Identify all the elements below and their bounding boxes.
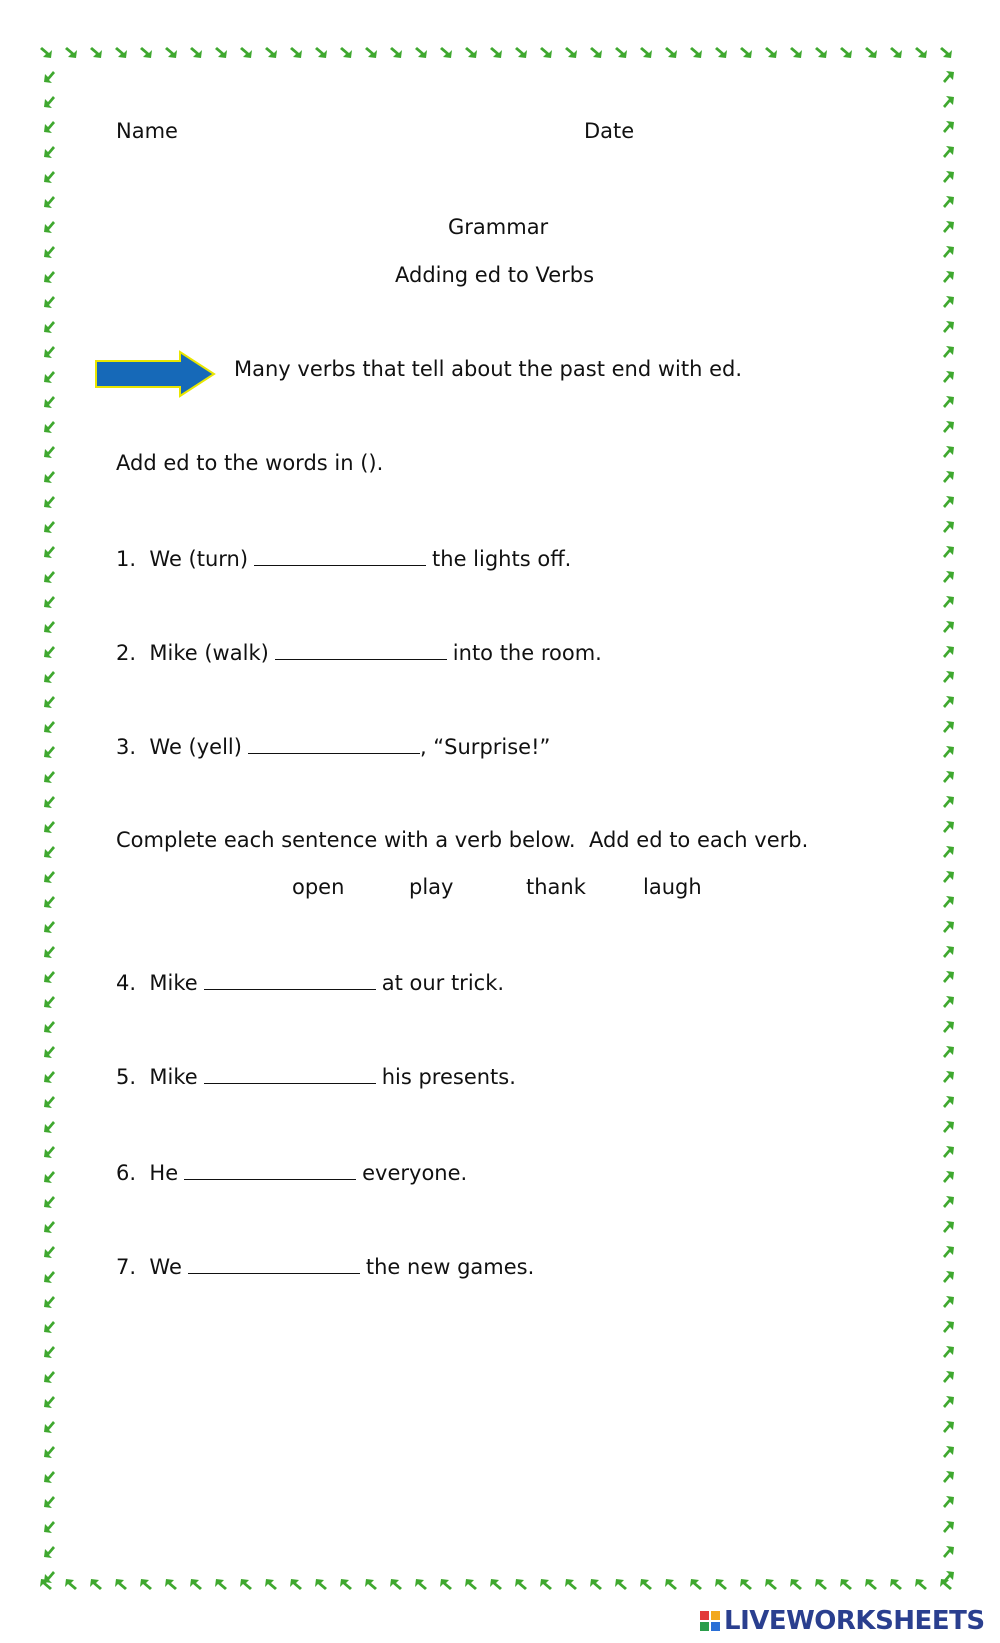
exercise-item-3: [116, 735, 550, 758]
border-vine-mark: [565, 1579, 577, 1590]
border-vine-mark: [65, 1579, 77, 1590]
border-vine-mark: [943, 1396, 954, 1408]
border-vine-mark: [943, 446, 954, 458]
border-vine-mark: [943, 1321, 954, 1333]
border-vine-mark: [590, 1579, 602, 1590]
item-rest: the lights off.: [432, 547, 572, 571]
border-vine-mark: [340, 1579, 352, 1590]
border-vine-mark: [365, 47, 377, 58]
border-vine-mark: [140, 1579, 152, 1590]
item-number: 6.: [116, 1161, 137, 1185]
border-vine-mark: [943, 96, 954, 108]
border-vine-mark: [90, 1579, 102, 1590]
border-vine-mark: [943, 771, 954, 783]
border-vine-mark: [44, 296, 55, 308]
part1-instruction: Add ed to the words in ().: [116, 451, 384, 475]
border-vine-mark: [490, 1579, 502, 1590]
item-prompt: He: [149, 1161, 179, 1185]
border-vine-mark: [44, 896, 55, 908]
border-vine-mark: [44, 496, 55, 508]
border-vine-mark: [44, 871, 55, 883]
border-vine-mark: [943, 571, 954, 583]
border-vine-mark: [290, 1579, 302, 1590]
border-vine-mark: [440, 1579, 452, 1590]
border-vine-mark: [540, 47, 552, 58]
border-vine-mark: [465, 47, 477, 58]
border-vine-mark: [690, 1579, 702, 1590]
exercise-item-6: [116, 1161, 467, 1184]
word-bank-open: open: [292, 875, 345, 899]
border-vine-mark: [943, 821, 954, 833]
border-vine-mark: [943, 71, 954, 83]
border-vine-mark: [943, 1221, 954, 1233]
exercise-item-2: [116, 641, 602, 664]
border-vine-mark: [44, 346, 55, 358]
border-vine-mark: [790, 47, 802, 58]
border-vine-mark: [65, 47, 77, 58]
border-vine-mark: [740, 47, 752, 58]
border-vine-mark: [44, 1196, 55, 1208]
border-vine-mark: [840, 1579, 852, 1590]
exercise-item-7: [116, 1255, 534, 1278]
border-vine-mark: [165, 47, 177, 58]
border-vine-mark: [390, 1579, 402, 1590]
border-vine-mark: [44, 371, 55, 383]
border-vine-mark: [943, 546, 954, 558]
border-vine-mark: [943, 1371, 954, 1383]
border-vine-mark: [44, 246, 55, 258]
brand-name: LIVEWORKSHEETS: [724, 1606, 985, 1636]
border-vine-mark: [215, 1579, 227, 1590]
border-vine-mark: [943, 1346, 954, 1358]
item-rest: , “Surprise!”: [419, 735, 551, 759]
border-vine-mark: [44, 1446, 55, 1458]
border-vine-mark: [943, 596, 954, 608]
border-vine-mark: [44, 971, 55, 983]
border-vine-mark: [943, 746, 954, 758]
border-vine-mark: [115, 47, 127, 58]
border-vine-mark: [44, 696, 55, 708]
liveworksheets-logo-icon: [700, 1611, 720, 1631]
border-vine-mark: [690, 47, 702, 58]
border-vine-mark: [44, 271, 55, 283]
border-vine-mark: [44, 996, 55, 1008]
border-vine-mark: [265, 47, 277, 58]
border-vine-mark: [865, 47, 877, 58]
border-vine-mark: [44, 1171, 55, 1183]
border-vine-mark: [943, 996, 954, 1008]
border-vine-mark: [943, 1121, 954, 1133]
border-vine-mark: [840, 47, 852, 58]
date-label: Date: [584, 119, 635, 143]
item-number: 3.: [116, 735, 137, 759]
border-vine-mark: [44, 1396, 55, 1408]
border-vine-mark: [165, 1579, 177, 1590]
border-vine-mark: [340, 47, 352, 58]
border-vine-mark: [943, 196, 954, 208]
border-vine-mark: [44, 771, 55, 783]
worksheet-subject: Grammar: [448, 215, 549, 239]
border-vine-mark: [44, 71, 55, 83]
item-number: 1.: [116, 547, 137, 571]
border-vine-mark: [815, 1579, 827, 1590]
border-vine-mark: [943, 1196, 954, 1208]
border-vine-mark: [44, 96, 55, 108]
border-vine-mark: [44, 1421, 55, 1433]
border-vine-mark: [943, 1546, 954, 1558]
border-vine-mark: [44, 746, 55, 758]
border-vine-mark: [44, 1546, 55, 1558]
border-vine-mark: [240, 47, 252, 58]
border-vine-mark: [943, 1496, 954, 1508]
item-rest: into the room.: [452, 641, 602, 665]
border-vine-mark: [943, 371, 954, 383]
border-vine-mark: [44, 1021, 55, 1033]
border-vine-mark: [44, 721, 55, 733]
border-vine-mark: [943, 271, 954, 283]
border-vine-mark: [44, 421, 55, 433]
border-vine-mark: [44, 1246, 55, 1258]
border-vine-mark: [890, 1579, 902, 1590]
answer-blank[interactable]: [204, 971, 376, 990]
border-vine-mark: [943, 471, 954, 483]
border-vine-mark: [943, 296, 954, 308]
border-vine-mark: [865, 1579, 877, 1590]
rule-text: Many verbs that tell about the past end with ed.: [234, 357, 742, 381]
item-prompt: Mike: [149, 1065, 198, 1089]
border-vine-mark: [665, 1579, 677, 1590]
border-vine-mark: [715, 47, 727, 58]
border-vine-mark: [943, 1171, 954, 1183]
border-vine-mark: [943, 1096, 954, 1108]
border-vine-mark: [943, 246, 954, 258]
item-prompt: We (turn): [149, 547, 249, 571]
border-vine-mark: [943, 496, 954, 508]
border-vine-mark: [44, 1221, 55, 1233]
border-vine-mark: [44, 646, 55, 658]
border-vine-mark: [640, 1579, 652, 1590]
border-vine-mark: [515, 47, 527, 58]
border-vine-mark: [215, 47, 227, 58]
border-vine-mark: [44, 571, 55, 583]
item-number: 7.: [116, 1255, 137, 1279]
right-arrow-icon: [94, 350, 218, 398]
border-vine-mark: [44, 1471, 55, 1483]
border-vine-mark: [915, 1579, 927, 1590]
border-vine-mark: [44, 546, 55, 558]
border-vine-mark: [315, 47, 327, 58]
border-vine-mark: [415, 1579, 427, 1590]
border-vine-mark: [44, 121, 55, 133]
border-vine-mark: [44, 1321, 55, 1333]
border-vine-mark: [943, 346, 954, 358]
border-vine-mark: [290, 47, 302, 58]
name-label: Name: [116, 119, 178, 143]
border-vine-mark: [44, 396, 55, 408]
border-vine-mark: [565, 47, 577, 58]
border-vine-mark: [44, 1046, 55, 1058]
border-vine-mark: [943, 796, 954, 808]
border-vine-mark: [44, 321, 55, 333]
border-vine-mark: [440, 47, 452, 58]
answer-blank[interactable]: [204, 1065, 376, 1084]
worksheet-title: Adding ed to Verbs: [395, 263, 595, 287]
border-vine-mark: [943, 1146, 954, 1158]
border-vine-mark: [943, 421, 954, 433]
border-vine-mark: [943, 171, 954, 183]
item-number: 4.: [116, 971, 137, 995]
border-vine-mark: [943, 1246, 954, 1258]
border-vine-mark: [915, 47, 927, 58]
border-vine-mark: [190, 1579, 202, 1590]
border-vine-mark: [44, 1096, 55, 1108]
answer-blank[interactable]: [275, 641, 447, 660]
word-bank-thank: thank: [526, 875, 586, 899]
border-vine-mark: [44, 1496, 55, 1508]
border-vine-mark: [943, 221, 954, 233]
border-vine-mark: [943, 621, 954, 633]
item-number: 5.: [116, 1065, 137, 1089]
exercise-item-5: [116, 1065, 516, 1088]
border-vine-mark: [44, 146, 55, 158]
border-vine-mark: [943, 721, 954, 733]
footer-brand[interactable]: [700, 1606, 985, 1636]
answer-blank[interactable]: [188, 1255, 360, 1274]
border-vine-mark: [943, 1271, 954, 1283]
border-vine-mark: [590, 47, 602, 58]
border-vine-mark: [140, 47, 152, 58]
border-vine-mark: [943, 946, 954, 958]
border-vine-mark: [44, 1296, 55, 1308]
exercise-item-1: [116, 547, 571, 570]
border-vine-mark: [44, 446, 55, 458]
border-vine-mark: [943, 1046, 954, 1058]
border-vine-mark: [44, 1371, 55, 1383]
border-vine-mark: [490, 47, 502, 58]
item-number: 2.: [116, 641, 137, 665]
border-vine-mark: [715, 1579, 727, 1590]
answer-blank[interactable]: [254, 547, 426, 566]
border-vine-mark: [44, 621, 55, 633]
border-vine-mark: [943, 1071, 954, 1083]
border-vine-mark: [943, 521, 954, 533]
border-vine-mark: [44, 171, 55, 183]
border-vine-mark: [540, 1579, 552, 1590]
border-vine-mark: [940, 47, 952, 58]
item-prompt: We (yell): [149, 735, 242, 759]
border-vine-mark: [740, 1579, 752, 1590]
border-vine-mark: [44, 196, 55, 208]
border-vine-mark: [44, 1521, 55, 1533]
border-vine-mark: [390, 47, 402, 58]
border-vine-mark: [943, 146, 954, 158]
border-vine-mark: [943, 1521, 954, 1533]
border-vine-mark: [765, 47, 777, 58]
border-vine-mark: [615, 47, 627, 58]
border-vine-mark: [265, 1579, 277, 1590]
border-vine-mark: [615, 1579, 627, 1590]
border-vine-mark: [44, 921, 55, 933]
border-vine-mark: [943, 321, 954, 333]
border-vine-mark: [943, 396, 954, 408]
border-vine-mark: [44, 1121, 55, 1133]
border-vine-mark: [44, 471, 55, 483]
item-prompt: Mike (walk): [149, 641, 269, 665]
border-vine-mark: [44, 796, 55, 808]
border-vine-mark: [943, 1471, 954, 1483]
border-vine-mark: [90, 47, 102, 58]
border-vine-mark: [44, 846, 55, 858]
border-vine-mark: [943, 1421, 954, 1433]
item-prompt: We: [149, 1255, 182, 1279]
border-vine-mark: [315, 1579, 327, 1590]
border-vine-mark: [44, 1146, 55, 1158]
border-vine-mark: [44, 1571, 55, 1583]
border-vine-mark: [44, 1346, 55, 1358]
border-vine-mark: [765, 1579, 777, 1590]
border-vine-mark: [943, 871, 954, 883]
border-vine-mark: [415, 47, 427, 58]
border-vine-mark: [943, 1571, 954, 1583]
border-vine-mark: [365, 1579, 377, 1590]
border-vine-mark: [815, 47, 827, 58]
word-bank-play: play: [409, 875, 454, 899]
border-vine-mark: [515, 1579, 527, 1590]
border-vine-mark: [40, 47, 52, 58]
border-vine-mark: [943, 696, 954, 708]
border-vine-mark: [190, 47, 202, 58]
border-vine-mark: [240, 1579, 252, 1590]
border-vine-mark: [943, 896, 954, 908]
border-vine-mark: [44, 221, 55, 233]
border-vine-mark: [943, 971, 954, 983]
item-rest: at our trick.: [381, 971, 505, 995]
exercise-item-4: [116, 971, 504, 994]
border-vine-mark: [44, 671, 55, 683]
item-rest: the new games.: [365, 1255, 535, 1279]
item-prompt: Mike: [149, 971, 198, 995]
border-vine-mark: [943, 646, 954, 658]
border-vine-mark: [465, 1579, 477, 1590]
item-rest: everyone.: [362, 1161, 468, 1185]
border-vine-mark: [665, 47, 677, 58]
border-vine-mark: [44, 1071, 55, 1083]
border-vine-mark: [44, 1271, 55, 1283]
item-rest: his presents.: [381, 1065, 516, 1089]
answer-blank[interactable]: [248, 735, 420, 754]
border-vine-mark: [890, 47, 902, 58]
border-vine-mark: [943, 121, 954, 133]
border-vine-mark: [943, 921, 954, 933]
border-vine-mark: [115, 1579, 127, 1590]
border-vine-mark: [943, 846, 954, 858]
border-vine-mark: [44, 521, 55, 533]
border-vine-mark: [640, 47, 652, 58]
border-vine-mark: [943, 1296, 954, 1308]
border-vine-mark: [44, 596, 55, 608]
border-vine-mark: [943, 671, 954, 683]
border-vine-mark: [44, 946, 55, 958]
border-vine-mark: [943, 1021, 954, 1033]
answer-blank[interactable]: [184, 1161, 356, 1180]
border-vine-mark: [790, 1579, 802, 1590]
border-vine-mark: [44, 821, 55, 833]
part2-instruction: Complete each sentence with a verb below. Add ed to each verb.: [116, 828, 809, 852]
border-vine-mark: [943, 1446, 954, 1458]
word-bank-laugh: laugh: [643, 875, 702, 899]
